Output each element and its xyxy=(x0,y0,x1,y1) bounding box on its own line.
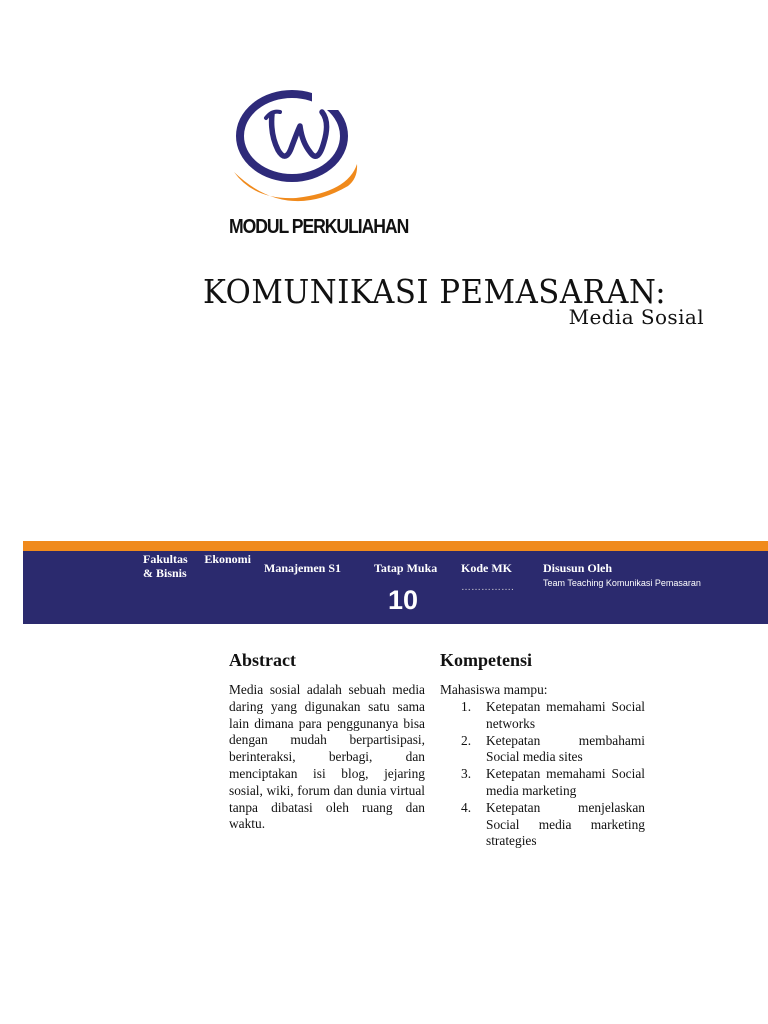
kompetensi-heading: Kompetensi xyxy=(440,650,532,670)
module-label: MODUL PERKULIAHAN xyxy=(229,216,409,238)
abstract-heading: Abstract xyxy=(229,650,296,670)
disusun-oleh-label: Disusun Oleh xyxy=(543,561,613,575)
page-subtitle: Media Sosial xyxy=(568,305,704,329)
kode-mk-label: Kode MK xyxy=(461,561,512,575)
kompetensi-list xyxy=(461,699,645,850)
list-item-number: 4. xyxy=(461,799,472,815)
list-item-text: Ketepatan memahami Social networks xyxy=(486,699,645,731)
orange-band xyxy=(23,541,768,551)
kode-mk-value: ……………. xyxy=(461,582,514,593)
kompetensi-intro: Mahasiswa mampu: xyxy=(440,682,548,697)
list-item xyxy=(461,800,645,850)
page-title: KOMUNIKASI PEMASARAN: xyxy=(203,272,667,311)
faculty-line-2: & Bisnis xyxy=(143,566,187,580)
list-item xyxy=(461,733,645,767)
list-item-text: Ketepatan membahami Social media sites xyxy=(486,732,645,765)
list-item-text: Ketepatan memahami Social media marketing xyxy=(486,766,645,798)
list-item-number: 2. xyxy=(461,732,472,748)
list-item-text: Ketepatan menjelaskan Social media marketing strategies xyxy=(486,799,645,849)
session-number: 10 xyxy=(388,585,419,615)
author-value: Team Teaching Komunikasi Pemasaran xyxy=(543,578,701,588)
faculty-label xyxy=(143,552,251,580)
university-logo xyxy=(226,88,360,208)
list-item-number: 1. xyxy=(461,699,472,714)
faculty-line-1: Fakultas Ekonomi xyxy=(143,552,251,566)
list-item-number: 3. xyxy=(461,766,472,782)
list-item xyxy=(461,766,645,800)
list-item xyxy=(461,699,645,733)
abstract-text: Media sosial adalah sebuah media daring yang digunakan satu sama lain dimana para penggunanya bisa dengan mudah berpartisipasi, berinteraksi, berbagi, dan menciptakan isi blog, jejaring sosial, wiki, forum dan dunia virtual tanpa dibatasi oleh ruang dan waktu. xyxy=(229,682,425,832)
tatap-muka-label: Tatap Muka xyxy=(374,561,438,575)
program-label: Manajemen S1 xyxy=(264,561,341,575)
logo-w-icon xyxy=(226,88,360,208)
